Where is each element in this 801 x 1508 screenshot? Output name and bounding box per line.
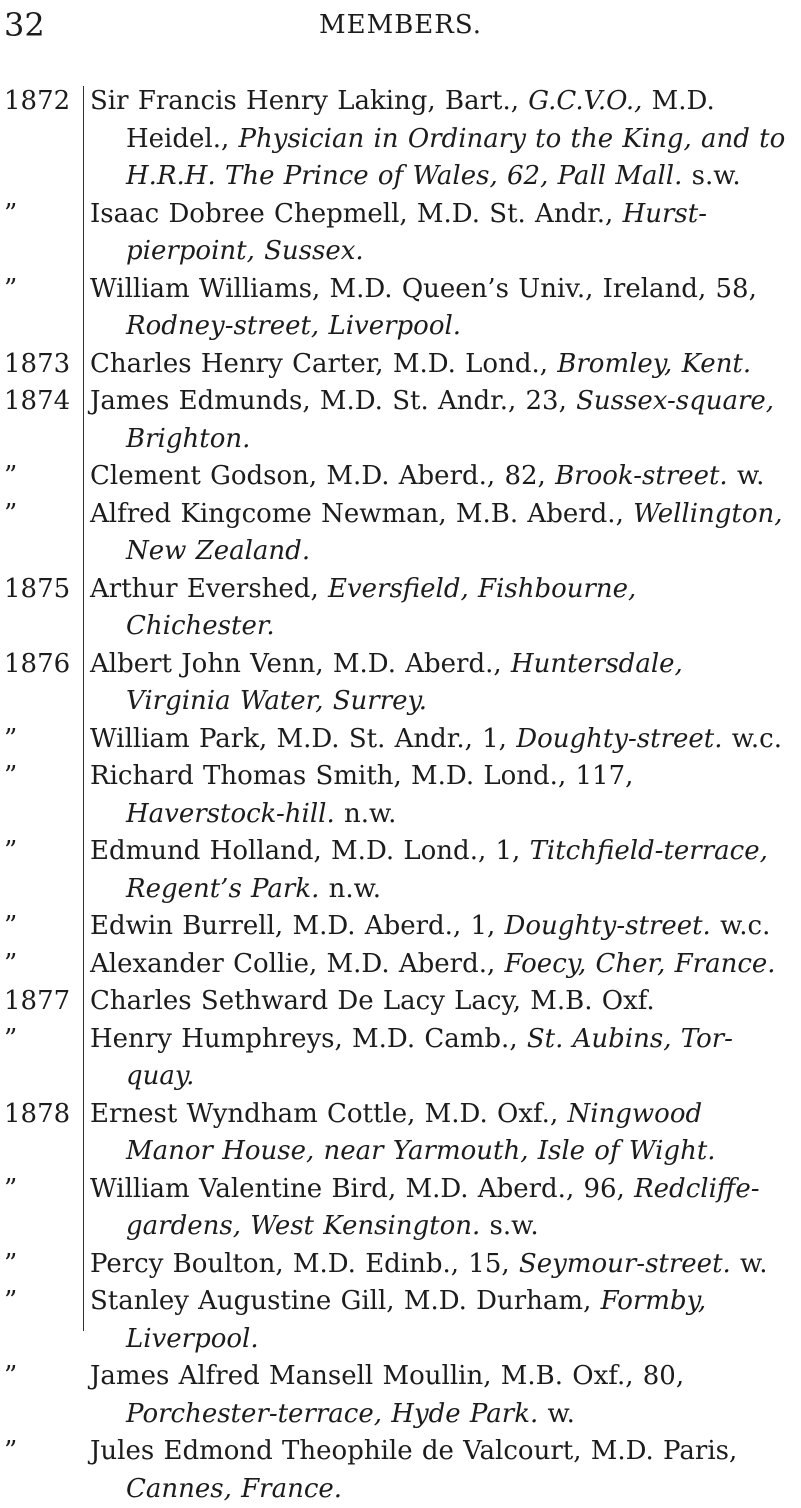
entry-details: n.w. <box>334 798 397 829</box>
entry-details: Jules Edmond Theophile de Valcourt, M.D. Paris, <box>90 1436 738 1466</box>
entry-text <box>90 1096 787 1171</box>
entry-address: Brook-street. <box>555 461 728 491</box>
entry-address: Titchfield-terrace, Regent’s Park. <box>126 836 768 904</box>
entry-details: William Williams, M.D. Queen’s Univ., Ireland, 58, <box>90 273 757 304</box>
entry-details: Charles Sethward De Lacy Lacy, M.B. Oxf. <box>90 986 655 1016</box>
member-entry <box>0 721 801 759</box>
entry-year: 1876 <box>4 648 71 679</box>
member-entry <box>0 946 801 984</box>
entry-year: ” <box>4 498 18 529</box>
entry-year: 1873 <box>4 348 71 379</box>
running-title: MEMBERS. <box>318 10 483 40</box>
member-entry <box>0 1171 801 1246</box>
entry-text <box>90 946 787 984</box>
entry-address: Sussex-square, Brighton. <box>126 386 775 454</box>
entry-year: ” <box>4 1361 18 1391</box>
member-entry <box>0 758 801 833</box>
entry-details: Ernest Wyndham Cottle, M.D. Oxf., <box>90 1098 568 1129</box>
entry-details: Richard Thomas Smith, M.D. Lond., 117, <box>90 761 634 791</box>
entry-year: 1874 <box>4 386 71 416</box>
page-header <box>0 6 801 46</box>
entry-address: Ningwood Manor House, near Yarmouth, Isle of Wight. <box>126 1098 716 1166</box>
entry-address: Formby, Liverpool. <box>126 1286 707 1354</box>
entry-address: Redcliffe-gardens, West Kensington. <box>126 1173 760 1241</box>
entry-text <box>90 496 787 571</box>
entry-address: Wellington, New Zealand. <box>126 498 783 566</box>
entry-text <box>90 1433 787 1508</box>
entry-year: ” <box>4 273 18 304</box>
entry-details: Edmund Holland, M.D. Lond., 1, <box>90 836 530 866</box>
member-entry <box>0 983 801 1021</box>
entry-text <box>90 646 787 721</box>
entry-text <box>90 571 787 646</box>
entry-address: Eversfield, Fishbourne, Chichester. <box>126 573 637 641</box>
entry-details: w. <box>727 461 765 491</box>
member-entry <box>0 346 801 384</box>
entry-address: Cannes, France. <box>126 1473 343 1504</box>
member-entry <box>0 1021 801 1096</box>
entry-details: Albert John Venn, M.D. Aberd., <box>90 648 511 679</box>
entry-address: Physician in Ordinary to the King, and to H.R.H. The Prince of Wales, 62, Pall Mall. <box>126 123 786 191</box>
member-entry <box>0 1433 801 1508</box>
entry-details: Arthur Evershed, <box>90 573 328 604</box>
entry-text <box>90 908 787 946</box>
entry-year: 1877 <box>4 986 71 1016</box>
entry-year: ” <box>4 1286 18 1316</box>
entry-details: James Edmunds, M.D. St. Andr., 23, <box>90 386 577 416</box>
member-list <box>0 83 801 1508</box>
member-entry <box>0 908 801 946</box>
entry-details: Henry Humphreys, M.D. Camb., <box>90 1023 527 1054</box>
entry-year: ” <box>4 461 18 491</box>
entry-text <box>90 271 787 346</box>
entry-details: Isaac Dobree Chepmell, M.D. St. Andr., <box>90 198 623 229</box>
entry-address: Seymour-street. <box>518 1248 731 1279</box>
entry-text <box>90 758 787 833</box>
entry-year: 1875 <box>4 573 71 604</box>
entry-address: Foecy, Cher, France. <box>504 948 776 979</box>
entry-year: ” <box>4 1173 18 1204</box>
entry-details: n.w. <box>319 873 382 904</box>
entry-details: Stanley Augustine Gill, M.D. Durham, <box>90 1286 601 1316</box>
entry-year: 1878 <box>4 1098 71 1129</box>
entry-details: James Alfred Mansell Moullin, M.B. Oxf., 80, <box>90 1361 685 1391</box>
entry-address: Hurst-pierpoint, Sussex. <box>126 198 708 266</box>
entry-address: Porchester-terrace, Hyde Park. <box>126 1398 539 1429</box>
member-entry <box>0 1358 801 1433</box>
entry-text <box>90 1171 787 1246</box>
entry-text <box>90 196 787 271</box>
entry-address: Doughty-street. <box>504 911 711 941</box>
member-entry <box>0 646 801 721</box>
entry-year: ” <box>4 723 18 754</box>
entry-year: ” <box>4 836 18 866</box>
entry-year: 1872 <box>4 86 71 116</box>
entry-text <box>90 1283 787 1358</box>
entry-details: Alfred Kingcome Newman, M.B. Aberd., <box>90 498 634 529</box>
entry-text <box>90 83 787 196</box>
member-entry <box>0 83 801 196</box>
entry-address: G.C.V.O., <box>528 86 643 116</box>
entry-year: ” <box>4 911 18 941</box>
entry-text <box>90 983 787 1021</box>
entry-details: M.D. Heidel., <box>126 86 715 154</box>
member-entry <box>0 383 801 458</box>
member-entry <box>0 196 801 271</box>
member-entry <box>0 496 801 571</box>
entry-details: w.c. <box>722 723 783 754</box>
entry-text <box>90 721 787 759</box>
entry-year: ” <box>4 1436 18 1466</box>
member-entry <box>0 571 801 646</box>
entry-details: Edwin Burrell, M.D. Aberd., 1, <box>90 911 505 941</box>
entry-details: w. <box>538 1398 575 1429</box>
member-entry <box>0 1096 801 1171</box>
entry-address: Rodney-street, Liverpool. <box>126 311 462 341</box>
entry-details: s.w. <box>682 161 741 191</box>
page-number: 32 <box>4 6 45 44</box>
entry-details: w.c. <box>710 911 771 941</box>
entry-details: Charles Henry Carter, M.D. Lond., <box>90 348 558 379</box>
entry-details: Clement Godson, M.D. Aberd., 82, <box>90 461 556 491</box>
entry-address: Huntersdale, Virginia Water, Surrey. <box>126 648 683 716</box>
member-entry <box>0 1246 801 1284</box>
member-entry <box>0 833 801 908</box>
entry-year: ” <box>4 761 18 791</box>
entry-details: Alexander Collie, M.D. Aberd., <box>90 948 505 979</box>
entry-text <box>90 1021 787 1096</box>
entry-year: ” <box>4 1023 18 1054</box>
entry-year: ” <box>4 198 18 229</box>
entry-address: Doughty-street. <box>516 723 723 754</box>
entry-details: William Valentine Bird, M.D. Aberd., 96, <box>90 1173 635 1204</box>
member-entry <box>0 271 801 346</box>
entry-year: ” <box>4 1248 18 1279</box>
member-entry <box>0 1283 801 1358</box>
entry-text <box>90 1358 787 1433</box>
member-entry <box>0 458 801 496</box>
entry-details: William Park, M.D. St. Andr., 1, <box>90 723 517 754</box>
entry-address: St. Aubins, Tor-quay. <box>126 1023 733 1091</box>
entry-text <box>90 383 787 458</box>
entry-details: Percy Boulton, M.D. Edinb., 15, <box>90 1248 519 1279</box>
entry-text <box>90 833 787 908</box>
entry-address: Bromley, Kent. <box>557 348 752 379</box>
entry-details: s.w. <box>480 1211 539 1241</box>
entry-details: w. <box>730 1248 768 1279</box>
entry-text <box>90 346 787 384</box>
entry-address: Haverstock-hill. <box>126 798 335 829</box>
entry-year: ” <box>4 948 18 979</box>
entry-text <box>90 1246 787 1284</box>
entry-details: Sir Francis Henry Laking, Bart., <box>90 86 529 116</box>
entry-text <box>90 458 787 496</box>
